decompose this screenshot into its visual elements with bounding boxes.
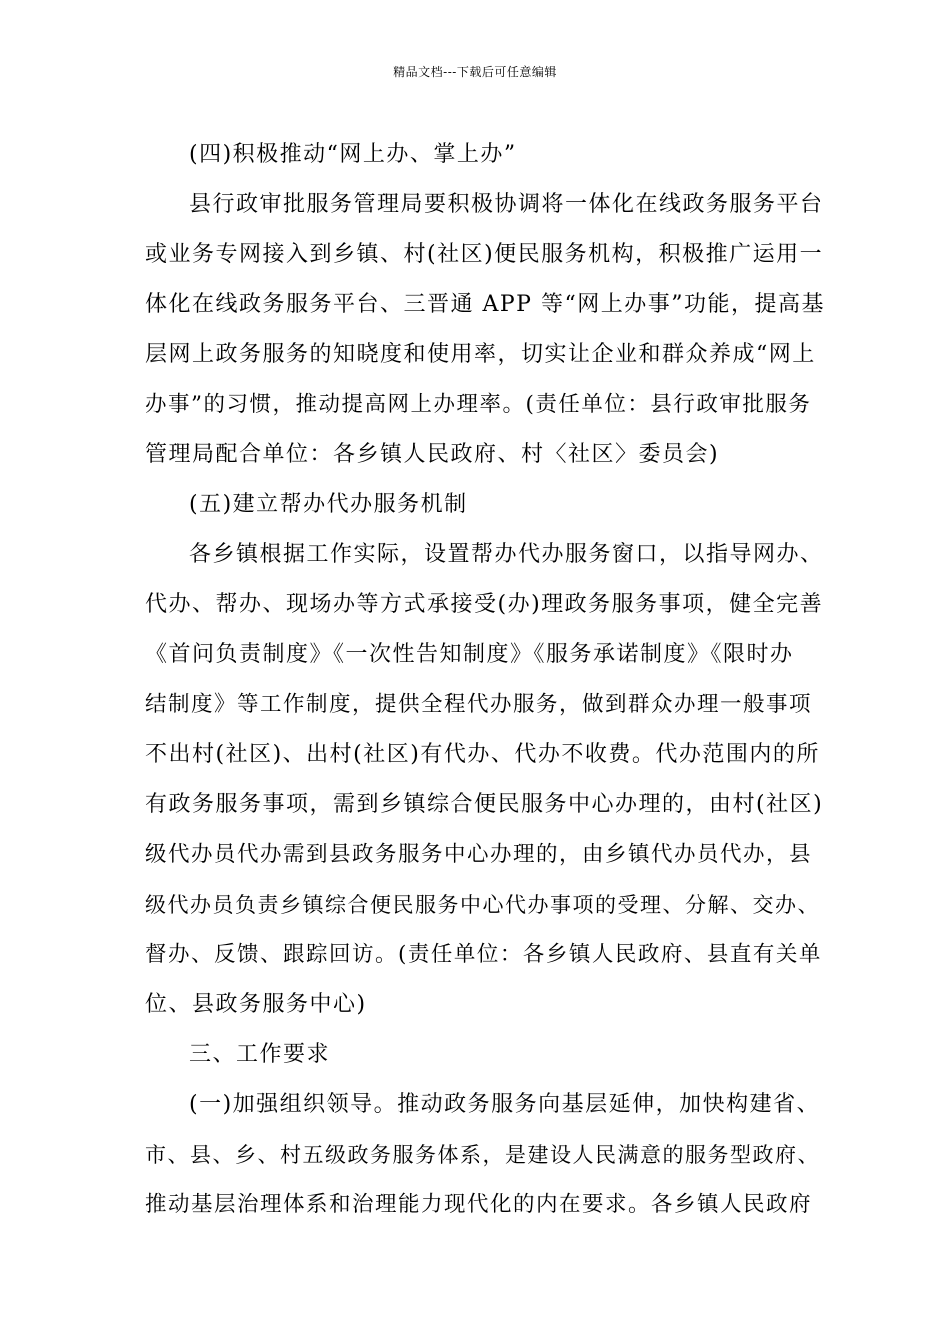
paragraph-line: 级代办员负责乡镇综合便民服务中心代办事项的受理、分解、交办、: [145, 893, 820, 917]
paragraph-line: 推动基层治理体系和治理能力现代化的内在要求。各乡镇人民政府: [145, 1192, 813, 1217]
paragraph-line: 结制度》等工作制度，提供全程代办服务，做到群众办理一般事项: [145, 692, 813, 717]
paragraph-line: 级代办员代办需到县政务服务中心办理的，由乡镇代办员代办，县: [145, 842, 813, 867]
paragraph-line: 或业务专网接入到乡镇、村(社区)便民服务机构，积极推广运用一: [145, 242, 824, 267]
document-body: [145, 130, 825, 1230]
paragraph-line: 代办、帮办、现场办等方式承接受(办)理政务服务事项，健全完善: [145, 592, 824, 617]
paragraph-line: 层网上政务服务的知晓度和使用率，切实让企业和群众养成“网上: [145, 342, 816, 367]
paragraph-line: 《首问负责制度》《一次性告知制度》《服务承诺制度》《限时办: [145, 642, 794, 667]
paragraph-line: 体化在线政务服务平台、三晋通 APP 等“网上办事”功能，提高基: [145, 292, 825, 317]
paragraph-line: 有政务服务事项，需到乡镇综合便民服务中心办理的，由村(社区): [145, 792, 824, 817]
paragraph-line: 各乡镇根据工作实际，设置帮办代办服务窗口，以指导网办、: [189, 542, 824, 567]
paragraph-line: 不出村(社区)、出村(社区)有代办、代办不收费。代办范围内的所: [145, 742, 820, 767]
paragraph-line: 市、县、乡、村五级政务服务体系，是建设人民满意的服务型政府、: [145, 1143, 820, 1167]
section-heading-4: (四)积极推动“网上办、掌上办”: [189, 142, 517, 167]
paragraph-line: 管理局配合单位：各乡镇人民政府、村〈社区〉委员会): [145, 442, 720, 467]
paragraph-line: 位、县政务服务中心): [145, 992, 367, 1017]
section-heading-5: (五)建立帮办代办服务机制: [189, 492, 468, 517]
paragraph-line: (一)加强组织领导。推动政务服务向基层延伸，加快构建省、: [189, 1092, 821, 1117]
paragraph-line: 县行政审批服务管理局要积极协调将一体化在线政务服务平台: [189, 192, 824, 217]
paragraph-line: 督办、反馈、跟踪回访。(责任单位：各乡镇人民政府、县直有关单: [145, 942, 822, 967]
section-heading-3: 三、工作要求: [189, 1042, 331, 1067]
page-header: 精品文档---下载后可任意编辑: [393, 65, 557, 79]
paragraph-line: 办事”的习惯，推动提高网上办理率。(责任单位：县行政审批服务: [145, 392, 812, 417]
